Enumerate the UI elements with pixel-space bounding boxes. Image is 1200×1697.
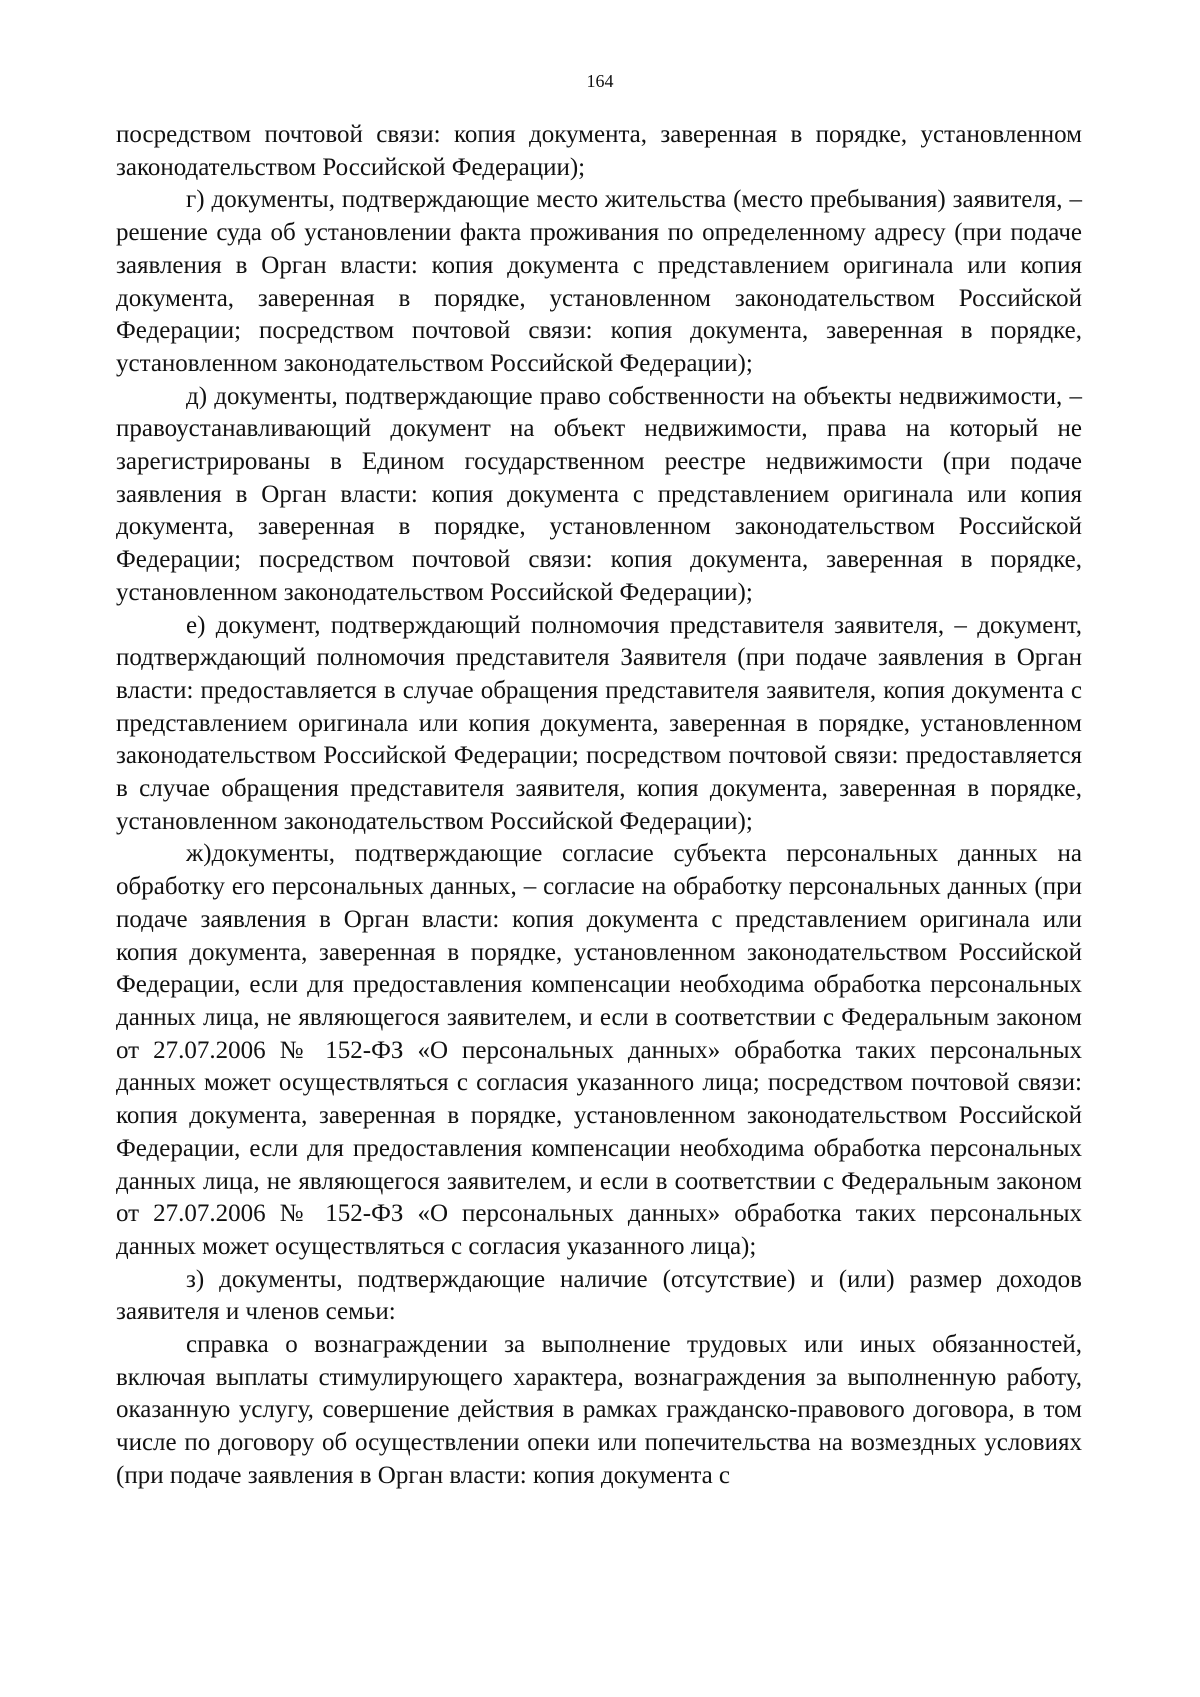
page-number: 164 — [586, 71, 614, 91]
document-body — [116, 119, 1082, 1493]
paragraph: посредством почтовой связи: копия документа, заверенная в порядке, установленном законодательством Российской Федерации); — [116, 121, 1082, 181]
paragraph-item-g: г) документы, подтверждающие место жительства (место пребывания) заявителя, – решение суда об установлении факта проживания по определенному адресу (при подаче заявления в Орган власти: копия документа с представлением оригинала или копия документа, заверенная в порядке, установленном законодательством Российской Федерации; посредством почтовой связи: копия документа, заверенная в порядке, установленном законодательством Российской Федерации); — [116, 186, 1082, 377]
paragraph-item-d: д) документы, подтверждающие право собственности на объекты недвижимости, – правоустанавливающий документ на объект недвижимости, права на который не зарегистрированы в Едином государственном реестре недвижимости (при подаче заявления в Орган власти: копия документа с представлением оригинала или копия документа, заверенная в порядке, установленном законодательством Российской Федерации; посредством почтовой связи: копия документа, заверенная в порядке, установленном законодательством Российской Федерации); — [116, 382, 1082, 606]
paragraph-item-e: е) документ, подтверждающий полномочия представителя заявителя, – документ, подтверждающий полномочия представителя Заявителя (при подаче заявления в Орган власти: предоставляется в случае обращения представителя заявителя, копия документа с представлением оригинала или копия документа, заверенная в порядке, установленном законодательством Российской Федерации; посредством почтовой связи: предоставляется в случае обращения представителя заявителя, копия документа, заверенная в порядке, установленном законодательством Российской Федерации); — [116, 611, 1082, 835]
paragraph-item-zh: ж)документы, подтверждающие согласие субъекта персональных данных на обработку его персональных данных, – согласие на обработку персональных данных (при подаче заявления в Орган власти: копия документа с представлением оригинала или копия документа, заверенная в порядке, установленном законодательством Российской Федерации, если для предоставления компенсации необходима обработка персональных данных лица, не являющегося заявителем, и если в соответствии с Федеральным законом от 27.07.2006 № 152-ФЗ «О персональных данных» обработка таких персональных данных может осуществляться с согласия указанного лица; посредством почтовой связи: копия документа, заверенная в порядке, установленном законодательством Российской Федерации, если для предоставления компенсации необходима обработка персональных данных лица, не являющегося заявителем, и если в соответствии с Федеральным законом от 27.07.2006 № 152-ФЗ «О персональных данных» обработка таких персональных данных может осуществляться с согласия указанного лица); — [116, 840, 1082, 1260]
paragraph-income-certificate: справка о вознаграждении за выполнение трудовых или иных обязанностей, включая выплаты стимулирующего характера, вознаграждения за выполненную работу, оказанную услугу, совершение действия в рамках гражданско-правового договора, в том числе по договору об осуществлении опеки или попечительства на возмездных условиях (при подаче заявления в Орган власти: копия документа с — [116, 1331, 1082, 1489]
paragraph-item-z: з) документы, подтверждающие наличие (отсутствие) и (или) размер доходов заявителя и членов семьи: — [116, 1265, 1082, 1326]
